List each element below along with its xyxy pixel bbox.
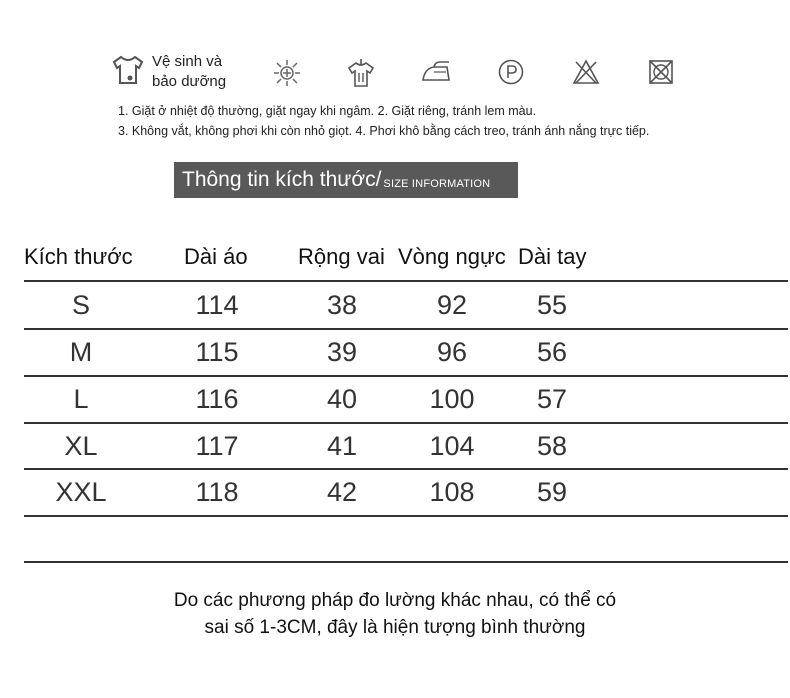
cell-sleeve: 59: [536, 477, 568, 507]
cell-size: L: [73, 384, 89, 414]
table-row: [24, 329, 788, 375]
header-shoulder: Rộng vai: [298, 244, 385, 269]
cell-sleeve: 57: [536, 384, 568, 414]
table-row: [24, 423, 788, 469]
cell-size: XL: [64, 431, 98, 461]
care-note-1: 1. Giặt ở nhiệt độ thường, giặt ngay khi ngâm. 2. Giặt riêng, tránh lem màu.: [118, 104, 537, 118]
footer-note-line1: Do các phương pháp đo lường khác nhau, có thể có: [173, 590, 617, 611]
no-bleach-icon: [572, 58, 600, 86]
table-row: [24, 376, 788, 422]
cell-length: 115: [195, 337, 239, 367]
table-row: [24, 469, 788, 515]
cell-chest: 104: [429, 431, 475, 461]
cell-length: 116: [195, 384, 239, 414]
footer-note-line2: sai số 1-3CM, đây là hiện tượng bình thường: [204, 617, 586, 638]
header-size: Kích thước: [24, 244, 133, 269]
hang-dry-icon: [346, 58, 376, 88]
cell-size: S: [71, 290, 90, 320]
size-info-banner: [174, 162, 518, 198]
banner-subtitle: SIZE INFORMATION: [383, 178, 491, 190]
table-divider: [24, 515, 788, 517]
cell-shoulder: 38: [326, 290, 358, 320]
cell-length: 114: [195, 290, 239, 320]
cell-chest: 92: [436, 290, 468, 320]
cell-chest: 100: [429, 384, 475, 414]
iron-icon: [420, 58, 452, 86]
header-sleeve: Dài tay: [518, 244, 587, 269]
shirt-icon: [110, 54, 146, 86]
cell-shoulder: 41: [326, 431, 358, 461]
cell-shoulder: 39: [326, 337, 358, 367]
table-row: [24, 282, 788, 328]
care-title: [152, 52, 226, 92]
cell-shoulder: 40: [326, 384, 358, 414]
table-bottom-divider: [24, 561, 788, 563]
care-note-2: 3. Không vắt, không phơi khi còn nhỏ giọt. 4. Phơi khô bằng cách treo, tránh ánh nắng trực tiếp.: [118, 124, 650, 138]
cell-sleeve: 56: [536, 337, 568, 367]
cell-chest: 108: [429, 477, 475, 507]
cell-chest: 96: [436, 337, 468, 367]
no-sun-icon: [272, 58, 302, 88]
header-length: Dài áo: [184, 244, 248, 269]
cell-length: 118: [195, 477, 239, 507]
care-title-line2: bảo dưỡng: [152, 73, 227, 90]
cell-sleeve: 55: [536, 290, 568, 320]
cell-sleeve: 58: [536, 431, 568, 461]
cell-size: XXL: [55, 477, 107, 507]
cell-length: 117: [195, 431, 239, 461]
cell-shoulder: 42: [326, 477, 358, 507]
header-chest: Vòng ngực: [398, 244, 506, 269]
care-title-line1: Vệ sinh và: [152, 53, 223, 70]
dry-clean-p-icon: [497, 58, 525, 86]
cell-size: M: [69, 337, 93, 367]
no-tumble-dry-icon: [647, 58, 675, 86]
banner-title: Thông tin kích thước/: [182, 168, 382, 191]
